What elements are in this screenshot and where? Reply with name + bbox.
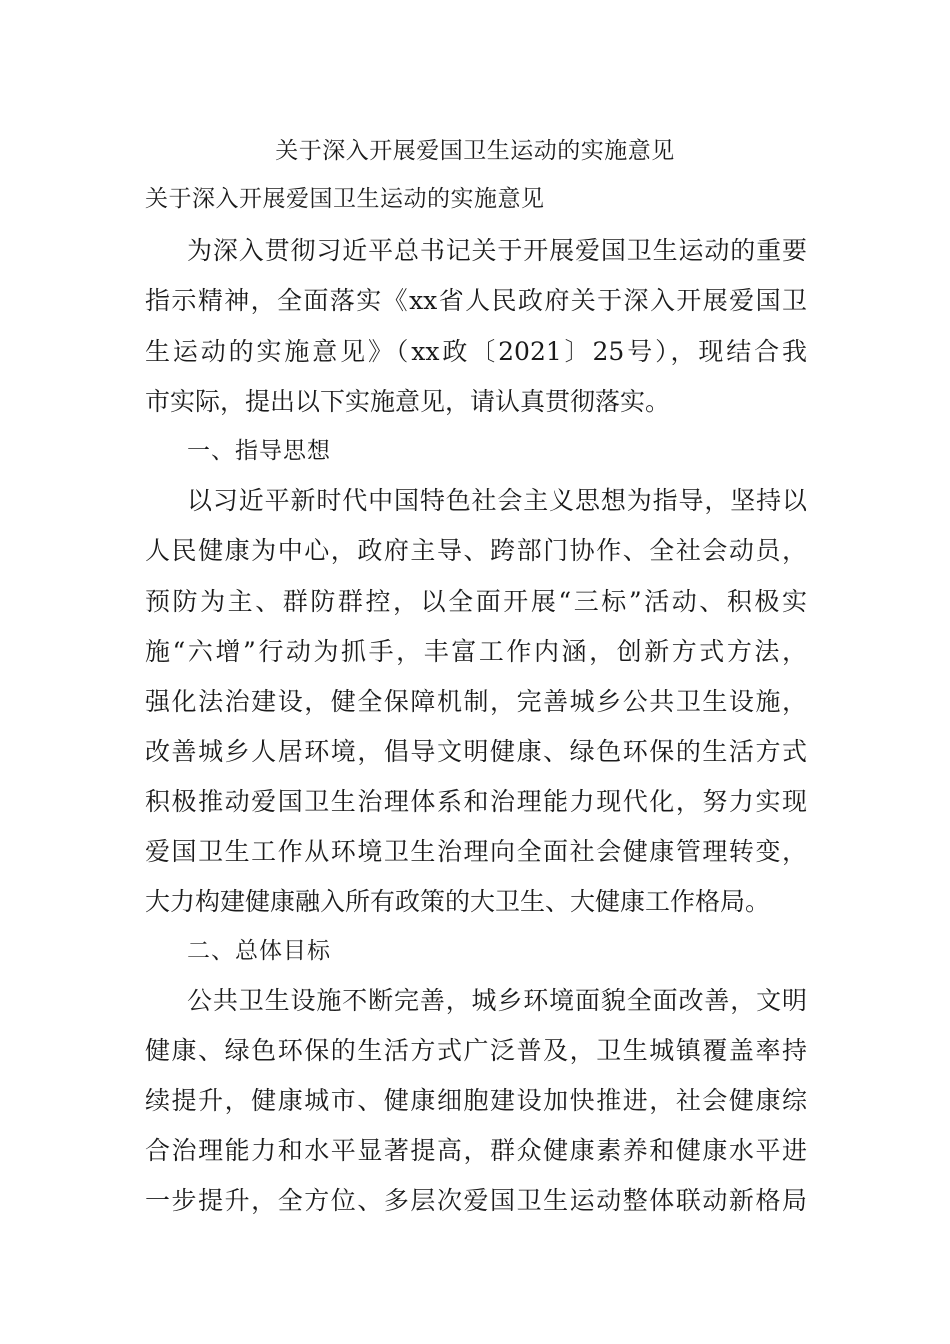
section1-line-5: 强化法治建设，健全保障机制，完善城乡公共卫生设施， [145, 687, 807, 716]
section1-line-6: 改善城乡人居环境，倡导文明健康、绿色环保的生活方式 [145, 737, 807, 766]
section2-line-2: 健康、绿色环保的生活方式广泛普及，卫生城镇覆盖率持 [145, 1036, 807, 1065]
intro-line-2: 指示精神，全面落实《xx省人民政府关于深入开展爱国卫 [145, 286, 807, 315]
section1-heading: 一、指导思想 [187, 438, 331, 464]
section2-heading: 二、总体目标 [187, 938, 331, 964]
section2-line-4: 合治理能力和水平显著提高，群众健康素养和健康水平进 [145, 1136, 807, 1165]
intro-line-4: 市实际，提出以下实施意见，请认真贯彻落实。 [145, 387, 671, 416]
intro-line-3: 生运动的实施意见》（xx政〔2021〕25号），现结合我 [145, 337, 807, 366]
section2-line-1: 公共卫生设施不断完善，城乡环境面貌全面改善，文明 [187, 986, 807, 1015]
section1-line-1: 以习近平新时代中国特色社会主义思想为指导，坚持以 [187, 486, 807, 515]
section1-line-8: 爱国卫生工作从环境卫生治理向全面社会健康管理转变， [145, 837, 807, 866]
section1-line-4: 施“六增”行动为抓手，丰富工作内涵，创新方式方法， [145, 637, 807, 666]
document-title: 关于深入开展爱国卫生运动的实施意见 [275, 138, 675, 164]
section1-line-9: 大力构建健康融入所有政策的大卫生、大健康工作格局。 [145, 887, 771, 916]
document-subtitle: 关于深入开展爱国卫生运动的实施意见 [145, 186, 545, 212]
section2-line-3: 续提升，健康城市、健康细胞建设加快推进，社会健康综 [145, 1086, 807, 1115]
section1-line-7: 积极推动爱国卫生治理体系和治理能力现代化，努力实现 [145, 787, 807, 816]
section1-line-2: 人民健康为中心，政府主导、跨部门协作、全社会动员， [145, 536, 807, 565]
section2-line-5: 一步提升，全方位、多层次爱国卫生运动整体联动新格局 [145, 1186, 807, 1215]
intro-line-1: 为深入贯彻习近平总书记关于开展爱国卫生运动的重要 [187, 236, 807, 265]
section1-line-3: 预防为主、群防群控，以全面开展“三标”活动、积极实 [145, 587, 807, 616]
